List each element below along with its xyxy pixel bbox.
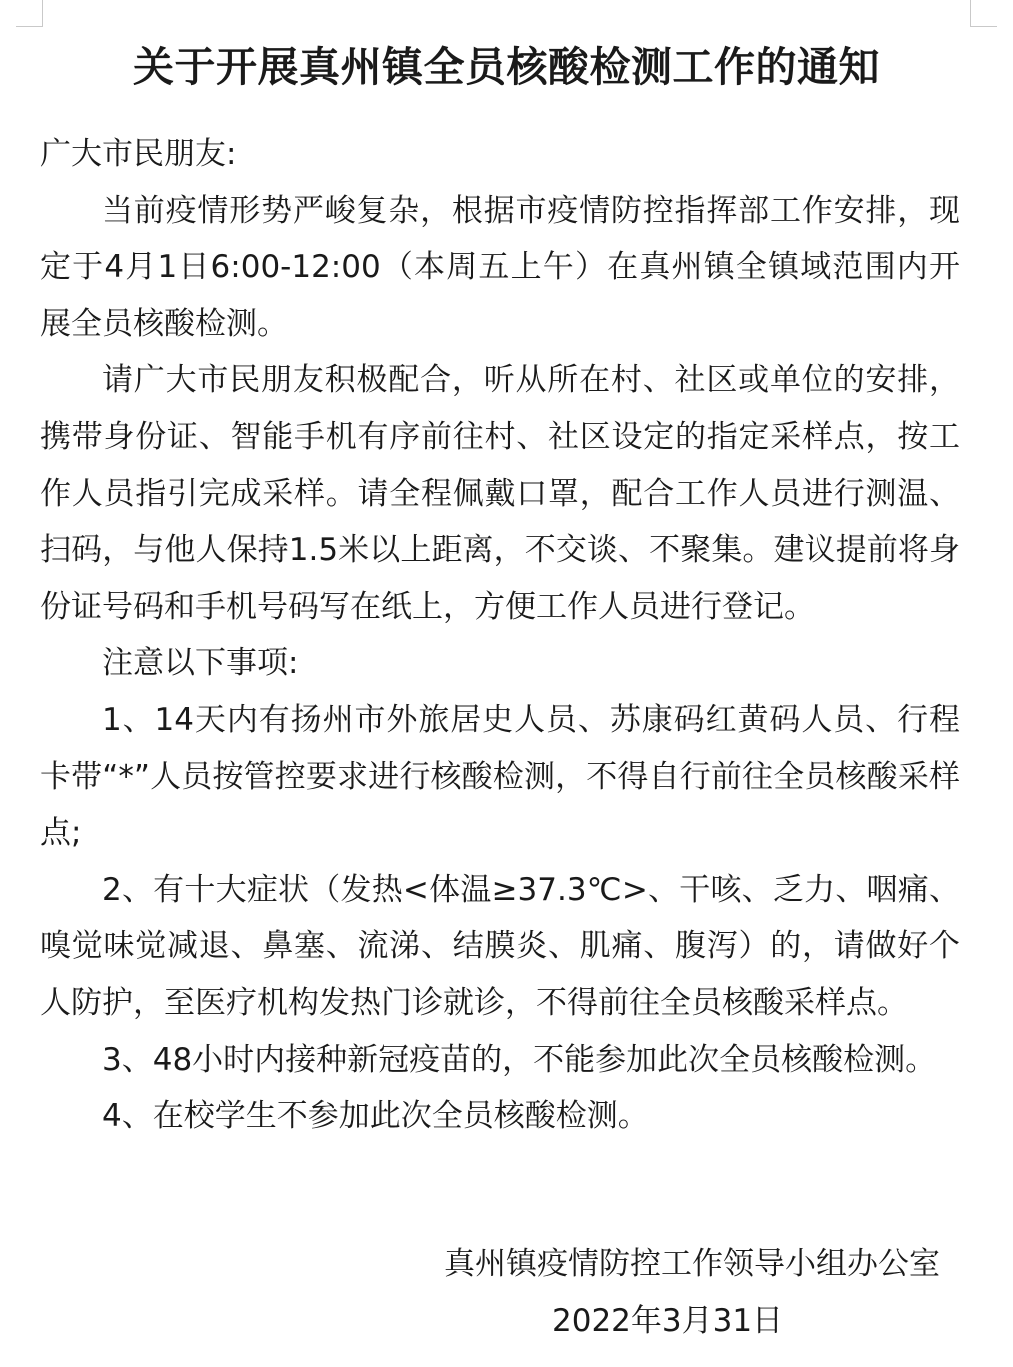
notice-item-3: 3、48小时内接种新冠疫苗的，不能参加此次全员核酸检测。	[102, 1041, 937, 1078]
signature-date: 2022年3月31日	[552, 1302, 784, 1339]
notice-title: 关于开展真州镇全员核酸检测工作的通知	[133, 43, 880, 91]
paragraph-notes-heading: 注意以下事项:	[102, 645, 299, 682]
paragraph-arrangement: 当前疫情形势严峻复杂，根据市疫情防控指挥部工作安排，现定于4月1日6:00-12:00（本周五上午）在真州镇全镇域范围内开展全员核酸检测。	[40, 192, 960, 342]
salutation: 广大市民朋友:	[40, 136, 237, 172]
paragraph-cooperation: 请广大市民朋友积极配合，听从所在村、社区或单位的安排，携带身份证、智能手机有序前往村、社区设定的指定采样点，按工作人员指引完成采样。请全程佩戴口罩，配合工作人员进行测温、扫码，与他人保持1.5米以上距离，不交谈、不聚集。建议提前将身份证号码和手机号码写在纸上，方便工作人员进行登记。	[40, 362, 960, 625]
notice-item-1: 1、14天内有扬州市外旅居史人员、苏康码红黄码人员、行程卡带“*”人员按管控要求进行核酸检测，不得自行前往全员核酸采样点;	[40, 701, 960, 852]
crop-mark-top-right	[970, 0, 997, 27]
notice-body	[40, 126, 960, 1145]
notice-item-4: 4、在校学生不参加此次全员核酸检测。	[102, 1098, 649, 1135]
notice-item-2: 2、有十大症状（发热<体温≥37.3℃>、干咳、乏力、咽痛、嗅觉味觉减退、鼻塞、流涕、结膜炎、肌痛、腹泻）的，请做好个人防护，至医疗机构发热门诊就诊，不得前往全员核酸采样点。	[40, 871, 960, 1021]
crop-mark-top-left	[16, 0, 43, 27]
signature-organization: 真州镇疫情防控工作领导小组办公室	[444, 1246, 940, 1282]
signature-block	[0, 1236, 940, 1349]
